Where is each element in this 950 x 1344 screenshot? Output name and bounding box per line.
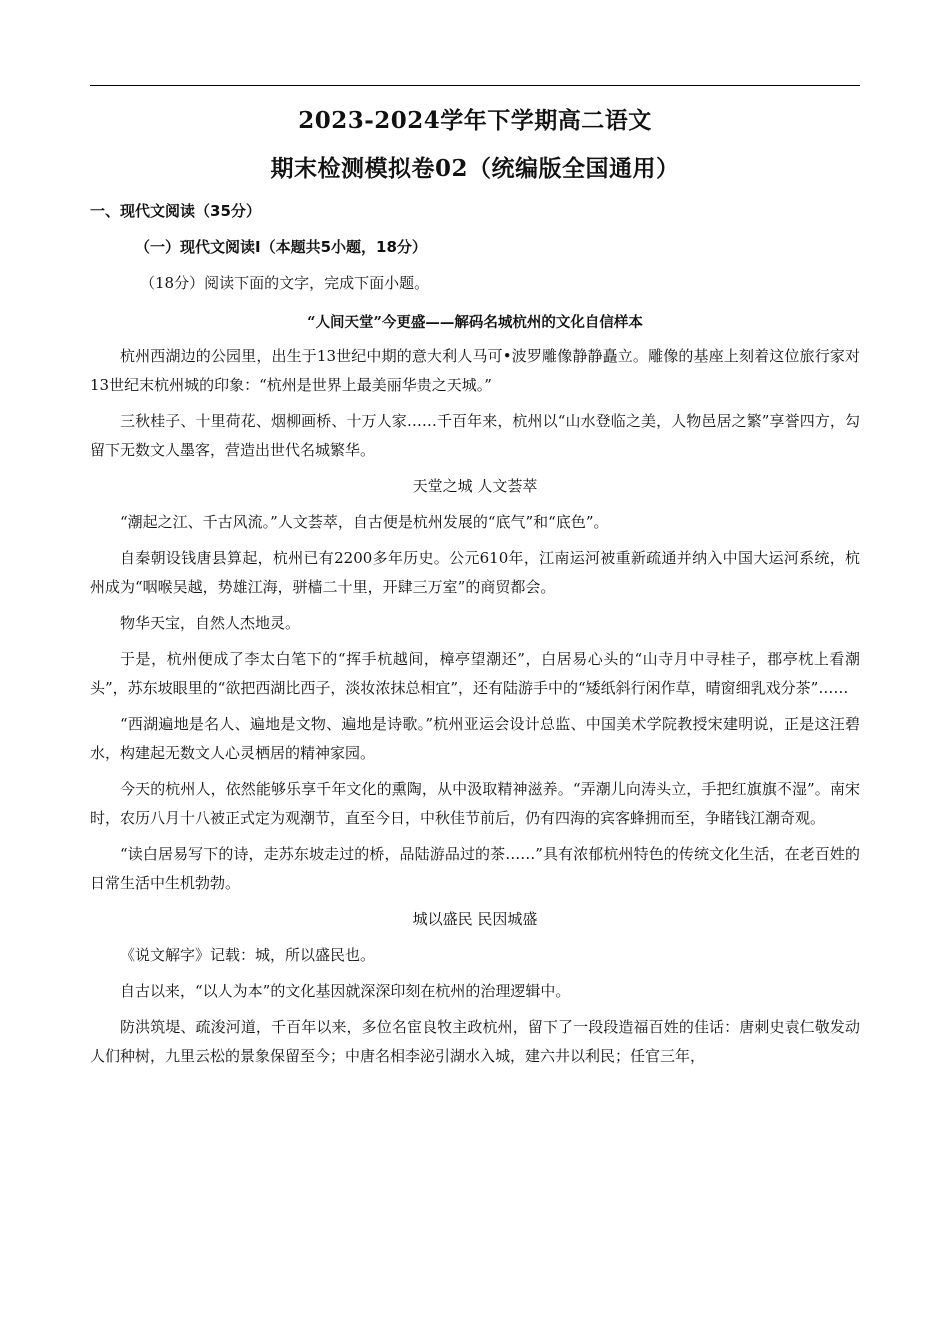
- top-rule: [90, 85, 860, 86]
- paragraph: 杭州西湖边的公园里，出生于13世纪中期的意大利人马可•波罗雕像静静矗立。雕像的基座上刻着这位旅行家对13世纪末杭州城的印象：“杭州是世界上最美丽华贵之天城。”: [90, 347, 860, 394]
- exam-subtitle: 期末检测模拟卷02（统编版全国通用）: [270, 155, 680, 182]
- article-title: “人间天堂”今更盛——解码名城杭州的文化自信样本: [307, 314, 643, 331]
- article-body: [90, 342, 860, 1078]
- article-subheading: 天堂之城 人文荟萃: [412, 477, 538, 495]
- paragraph: 三秋桂子、十里荷花、烟柳画桥、十万人家……千百年来，杭州以“山水登临之美，人物邑居之繁”享誉四方，勾留下无数文人墨客，营造出世代名城繁华。: [90, 412, 860, 459]
- paragraph: 自古以来，“以人为本”的文化基因就深深印刻在杭州的治理逻辑中。: [120, 982, 571, 1000]
- paragraph: 今天的杭州人，依然能够乐享千年文化的熏陶，从中汲取精神滋养。“弄潮儿向涛头立，手把红旗旗不湿”。南宋时，农历八月十八被正式定为观潮节，直至今日，中秋佳节前后，仍有四海的宾客蜂拥而至，争睹钱江潮奇观。: [90, 780, 860, 827]
- reading-instruction: （18分）阅读下面的文字，完成下面小题。: [140, 274, 430, 292]
- exam-title: 2023-2024学年下学期高二语文: [298, 107, 652, 134]
- subsection-heading: （一）现代文阅读I（本题共5小题，18分）: [135, 238, 427, 256]
- paragraph: 防洪筑堤、疏浚河道，千百年以来，多位名宦良牧主政杭州，留下了一段段造福百姓的佳话：唐刺史袁仁敬发动人们种树，九里云松的景象保留至今；中唐名相李泌引湖水入城，建六井以利民；任官三年，: [90, 1018, 860, 1065]
- article-subheading: 城以盛民 民因城盛: [412, 910, 538, 928]
- paragraph: 自秦朝设钱唐县算起，杭州已有2200多年历史。公元610年，江南运河被重新疏通并纳入中国大运河系统，杭州成为“咽喉吴越，势雄江海，骈樯二十里，开肆三万室”的商贸都会。: [90, 549, 860, 596]
- paragraph: 物华天宝，自然人杰地灵。: [120, 614, 301, 632]
- paragraph: “读白居易写下的诗，走苏东坡走过的桥，品陆游品过的茶……”具有浓郁杭州特色的传统文化生活，在老百姓的日常生活中生机勃勃。: [90, 845, 860, 892]
- paragraph: “潮起之江、千古风流。”人文荟萃，自古便是杭州发展的“底气”和“底色”。: [120, 513, 609, 531]
- paragraph: 于是，杭州便成了李太白笔下的“挥手杭越间，樟亭望潮还”，白居易心头的“山寺月中寻桂子，郡亭枕上看潮头”，苏东坡眼里的“欲把西湖比西子，淡妆浓抹总相宜”，还有陆游手中的“矮纸斜行闲作草，晴窗细乳戏分茶”……: [90, 650, 860, 697]
- section-heading: 一、现代文阅读（35分）: [90, 202, 261, 220]
- paragraph: “西湖遍地是名人、遍地是文物、遍地是诗歌。”杭州亚运会设计总监、中国美术学院教授宋建明说，正是这汪碧水，构建起无数文人心灵栖居的精神家园。: [90, 715, 860, 762]
- paragraph: 《说文解字》记载：城，所以盛民也。: [120, 946, 376, 964]
